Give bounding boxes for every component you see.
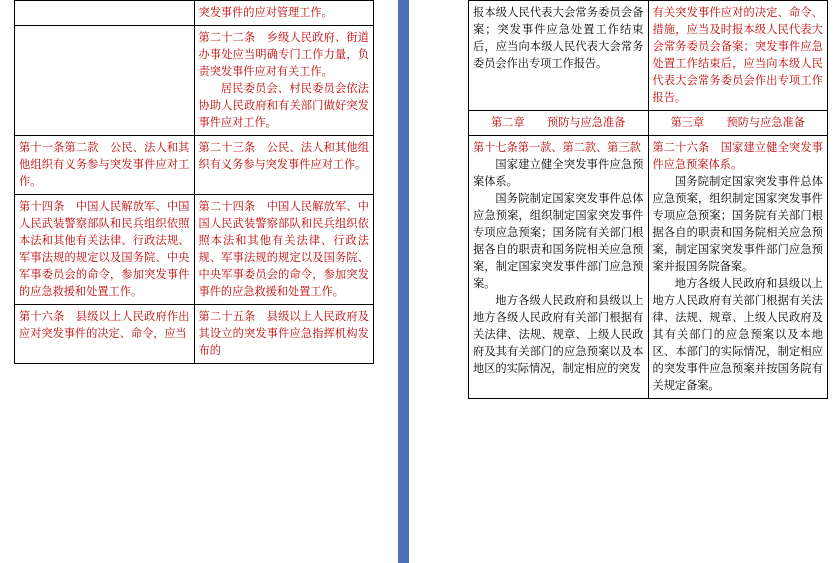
table-cell-new-chapter — [648, 111, 828, 136]
table-row — [15, 195, 374, 305]
table-row — [15, 26, 374, 136]
table-cell-old — [15, 195, 195, 305]
table-row — [15, 136, 374, 195]
paragraph: 居民委员会、村民委员会依法协助人民政府和有关部门做好突发事件应对工作。 — [198, 82, 369, 130]
table-row — [15, 305, 374, 364]
table-cell-new — [194, 195, 374, 305]
paragraph: 国务院制定国家突发事件总体应急预案，组织制定国家突发事件专项应急预案；国务院有关部门根据各自的职责和国务院相关应急预案，制定国家突发事件部门应急预案。 — [473, 192, 644, 291]
table-row — [469, 111, 828, 136]
chapter-heading: 第二章 预防与应急准备 — [491, 116, 626, 130]
paragraph: 突发事件的应对管理工作。 — [198, 6, 333, 19]
article-reference: 第二十六条 国家建立健全突发事件应急预案体系。 — [652, 141, 823, 172]
paragraph: 第十六条 县级以上人民政府作出应对突发事件的决定、命令，应当 — [19, 310, 190, 341]
left-document-pane — [14, 0, 374, 563]
paragraph: 第二十五条 县级以上人民政府及其设立的突发事件应急指挥机构发布的 — [198, 310, 369, 358]
paragraph: 有关突发事件应对的决定、命令、措施，应当及时报本级人民代表大会常务委员会备案；突发事件应急处置工作结束后，应当向本级人民代表大会常务委员会作出专项工作报告。 — [652, 6, 823, 105]
table-row — [469, 1, 828, 111]
table-cell-new — [194, 1, 374, 26]
table-cell-old — [469, 1, 649, 111]
right-comparison-table — [468, 0, 828, 399]
table-cell-old — [469, 136, 649, 399]
table-cell-old — [15, 136, 195, 195]
table-cell-old — [15, 1, 195, 26]
paragraph: 国家建立健全突发事件应急预案体系。 — [473, 158, 644, 189]
paragraph: 地方各级人民政府和县级以上地方人民政府有关部门根据有关法律、法规、规章、上级人民政府及其有关部门的应急预案以及本地区、本部门的实际情况，制定相应的突发事件应急预案并按国务院有关规定备案。 — [652, 277, 823, 393]
left-comparison-table — [14, 0, 374, 364]
table-cell-old — [15, 26, 195, 136]
table-cell-new — [194, 26, 374, 136]
paragraph: 地方各级人民政府和县级以上地方各级人民政府有关部门根据有关法律、法规、规章、上级人民政府及其有关部门的应急预案以及本地区的实际情况，制定相应的突发 — [473, 294, 644, 376]
right-document-pane — [468, 0, 828, 563]
paragraph: 第二十四条 中国人民解放军、中国人民武装警察部队和民兵组织依照本法和其他有关法律、行政法规、军事法规的规定以及国务院、中央军事委员会的命令，参加突发事件的应急救援和处置工作。 — [198, 200, 369, 299]
table-row — [469, 136, 828, 399]
paragraph: 第二十二条 乡级人民政府、街道办事处应当明确专门工作力量，负责突发事件应对有关工作。 — [198, 31, 369, 79]
paragraph: 第二十三条 公民、法人和其他组织有义务参与突发事件应对工作。 — [198, 141, 369, 172]
paragraph: 第十四条 中国人民解放军、中国人民武装警察部队和民兵组织依照本法和其他有关法律、行政法规、军事法规的规定以及国务院、中央军事委员会的命令，参加突发事件的应急救援和处置工作。 — [19, 200, 190, 299]
table-cell-new — [194, 305, 374, 364]
table-cell-new — [648, 136, 828, 399]
paragraph: 国务院制定国家突发事件总体应急预案，组织制定国家突发事件专项应急预案；国务院有关部门根据各自的职责和国务院相关应急预案，制定国家突发事件部门应急预案并报国务院备案。 — [652, 175, 823, 274]
chapter-heading: 第三章 预防与应急准备 — [670, 116, 805, 130]
paragraph: 第十一条第二款 公民、法人和其他组织有义务参与突发事件应对工作。 — [19, 141, 190, 189]
table-cell-old-chapter — [469, 111, 649, 136]
table-cell-new — [194, 136, 374, 195]
table-cell-old — [15, 305, 195, 364]
article-reference: 第十七条第一款、第二款、第三款 — [473, 141, 641, 155]
table-cell-new — [648, 1, 828, 111]
pane-divider — [398, 0, 409, 563]
paragraph: 报本级人民代表大会常务委员会备案；突发事件应急处置工作结束后，应当向本级人民代表大会常务委员会作出专项工作报告。 — [473, 6, 644, 71]
table-row — [15, 1, 374, 26]
